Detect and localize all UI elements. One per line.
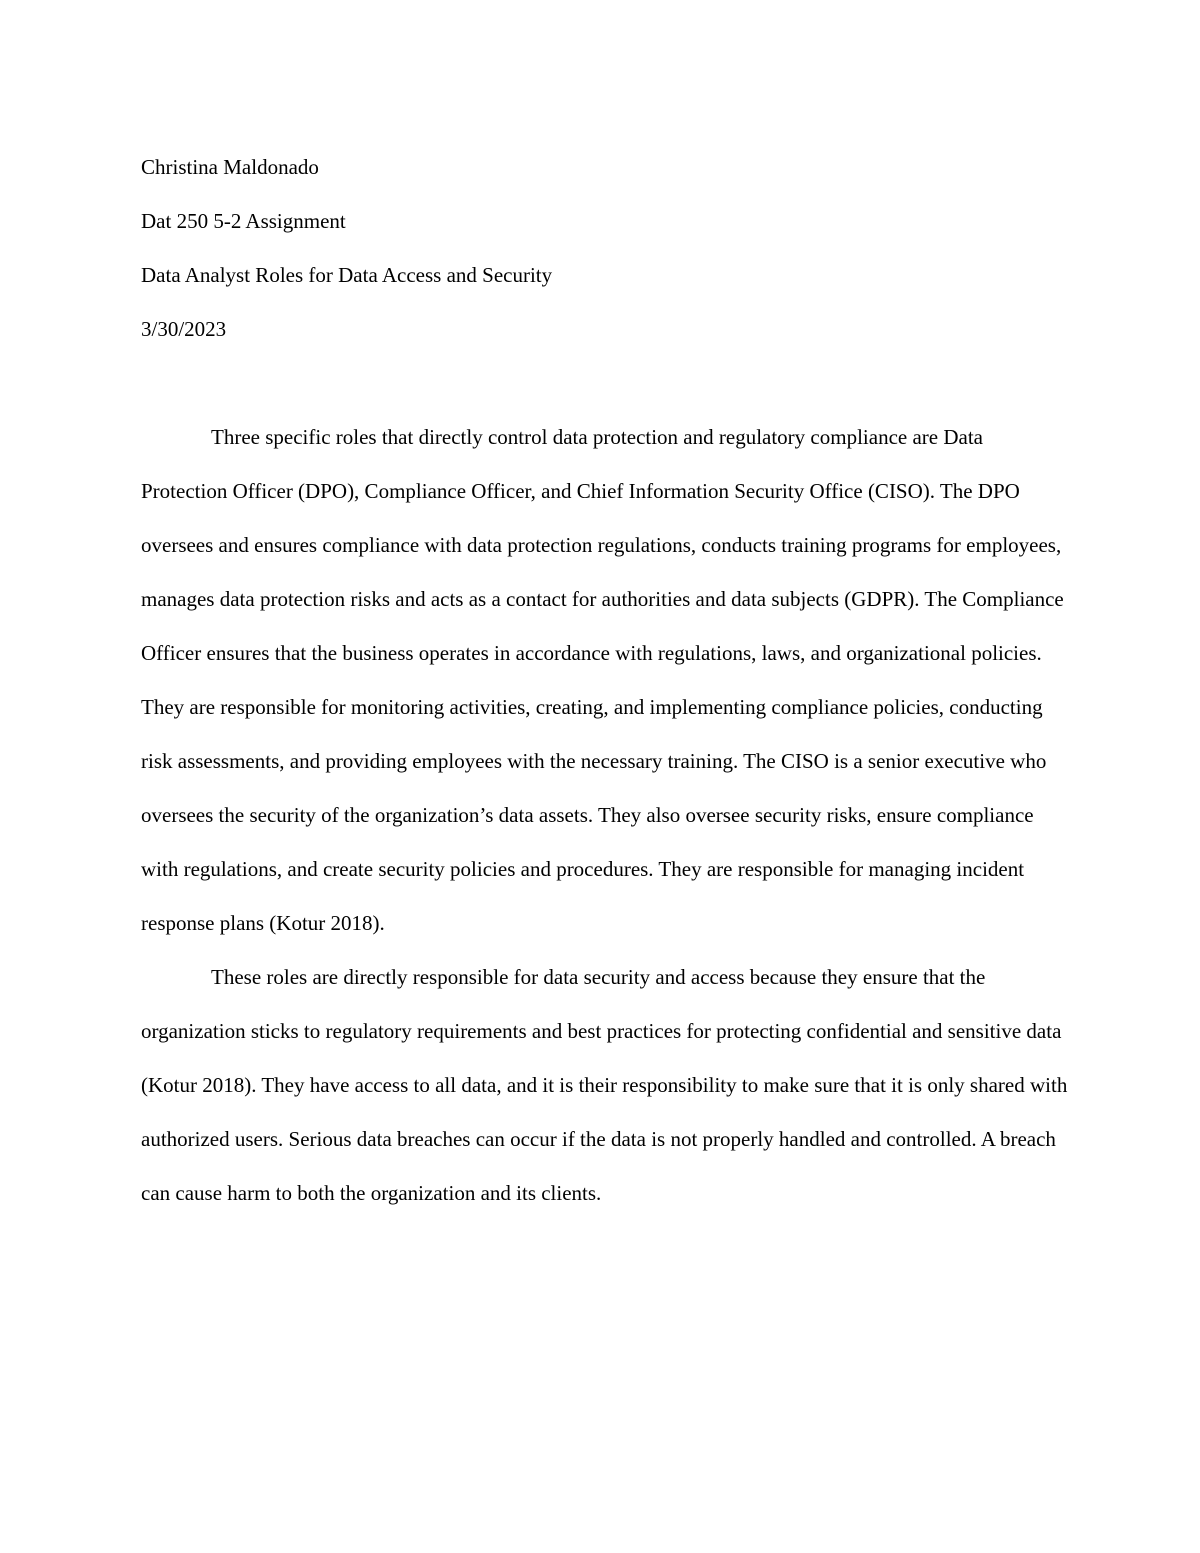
assignment-title: Data Analyst Roles for Data Access and Security <box>141 263 553 287</box>
date-line: 3/30/2023 <box>141 317 227 341</box>
author-name: Christina Maldonado <box>141 155 319 179</box>
document-content <box>141 140 1071 1220</box>
course-line: Dat 250 5-2 Assignment <box>141 209 346 233</box>
paragraph-1: Three specific roles that directly control data protection and regulatory compliance are Data Protection Officer (DPO), Compliance Officer, and Chief Information Security Office (CISO). The DPO oversees and ensures compliance with data protection regulations, conducts training programs for employees, manages data protection risks and acts as a contact for authorities and data subjects (GDPR). The Compliance Officer ensures that the business operates in accordance with regulations, laws, and organizational policies. They are responsible for monitoring activities, creating, and implementing compliance policies, conducting risk assessments, and providing employees with the necessary training. The CISO is a senior executive who oversees the security of the organization’s data assets. They also oversee security risks, ensure compliance with regulations, and create security policies and procedures. They are responsible for managing incident response plans (Kotur 2018). <box>141 425 1064 935</box>
blank-line <box>141 356 1071 410</box>
paragraph-2: These roles are directly responsible for data security and access because they ensure that the organization sticks to regulatory requirements and best practices for protecting confidential and sensitive data (Kotur 2018). They have access to all data, and it is their responsibility to make sure that it is only shared with authorized users. Serious data breaches can occur if the data is not properly handled and controlled. A breach can cause harm to both the organization and its clients. <box>141 965 1068 1205</box>
